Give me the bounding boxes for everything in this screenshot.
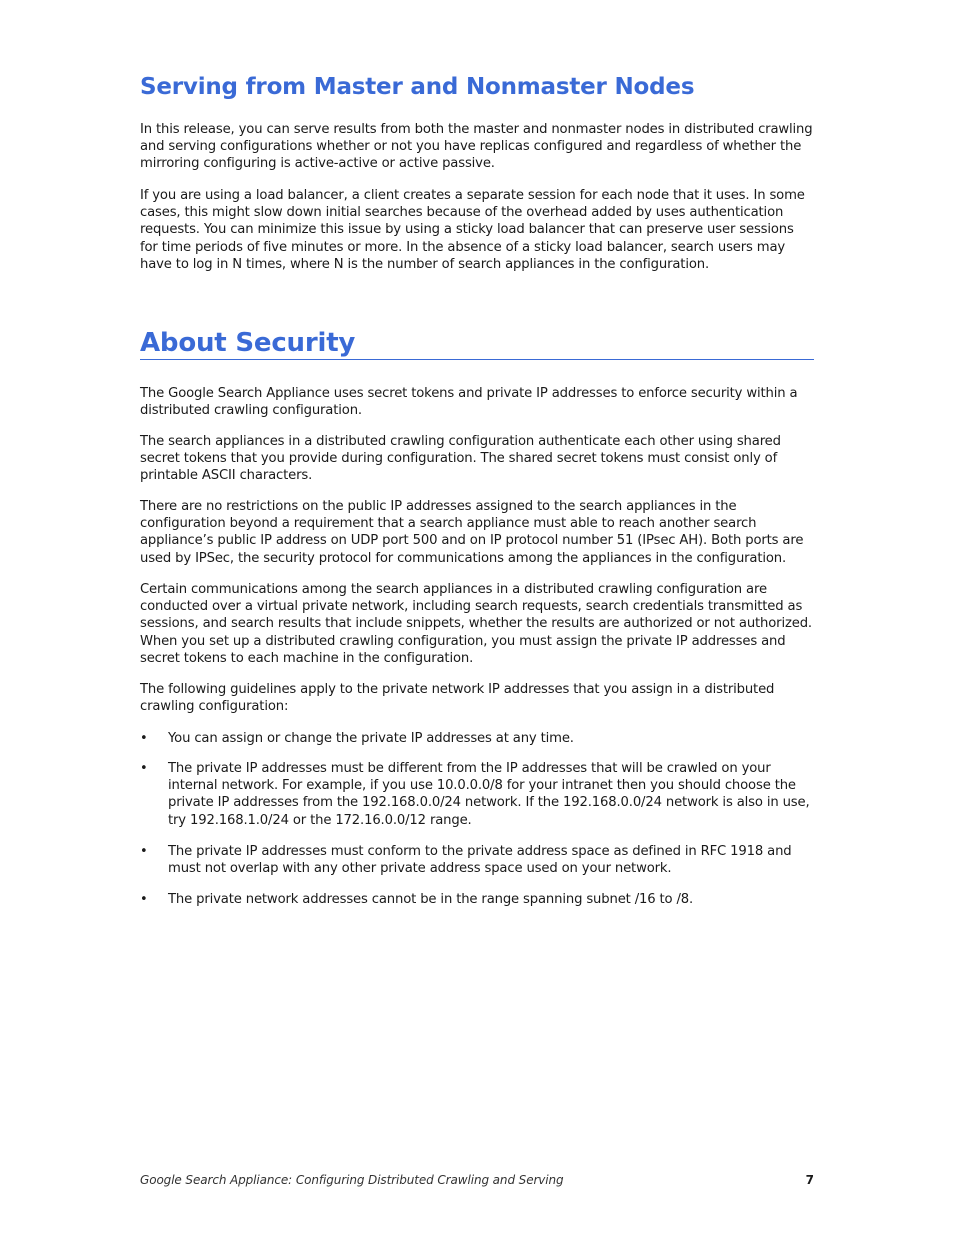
bullet-marker: •	[140, 731, 148, 746]
security-paragraph-1: The Google Search Appliance uses secret tokens and private IP addresses to enforce security within a distributed crawling configuration.	[140, 386, 798, 419]
footer-document-title: Google Search Appliance: Configuring Distributed Crawling and Serving	[140, 1173, 564, 1187]
security-paragraph-2: The search appliances in a distributed crawling configuration authenticate each other using shared secret tokens that you provide during configuration. The shared secret tokens must consist only of printable ASCII characters.	[140, 434, 781, 484]
bullet-marker: •	[140, 892, 148, 907]
bullet-marker: •	[140, 844, 148, 859]
security-paragraph-3: There are no restrictions on the public IP addresses assigned to the search appliances in the configuration beyond a requirement that a search appliance must able to reach another search appliance’s public IP address on UDP port 500 and on IP protocol number 51 (IPsec AH). Both ports are used by IPSec, the security protocol for communications among the appliances in the configuration.	[140, 499, 804, 566]
serving-heading: Serving from Master and Nonmaster Nodes	[140, 74, 695, 100]
security-paragraph-5: The following guidelines apply to the private network IP addresses that you assign in a distributed crawling configuration:	[140, 682, 775, 715]
page-footer	[140, 1173, 814, 1191]
serving-paragraph-1: In this release, you can serve results from both the master and nonmaster nodes in distributed crawling and serving configurations whether or not you have replicas configured and regardless of whether the mirroring configuring is active-active or active passive.	[140, 122, 813, 172]
bullet-marker: •	[140, 761, 148, 776]
serving-paragraph-2: If you are using a load balancer, a client creates a separate session for each node that it uses. In some cases, this might slow down initial searches because of the overhead added by uses authentication requests. You can minimize this issue by using a sticky load balancer that can preserve user sessions for time periods of five minutes or more. In the absence of a sticky load balancer, search users may have to log in N times, where N is the number of search appliances in the configuration.	[140, 188, 805, 272]
document-page: Serving from Master and Nonmaster Nodes In this release, you can serve results from both the master and nonmaster nodes in distributed crawling and serving configurations whether or not you have replicas configured and regardless of whether the mirroring configuring is active-active or active passive. If you are using a load balancer, a client creates a separate session for each node that it uses. In some cases, this might slow down initial searches because of the overhead added by uses authentication requests. You can minimize this issue by using a sticky load balancer that can preserve user sessions for time periods of five minutes or more. In the absence of a sticky load balancer, search users may have to log in N times, where N is the number of search appliances in the configuration. About Security The Google Search Appliance uses secret tokens and private IP addresses to enforce security within a distributed crawling configuration. The search appliances in a distributed crawling configuration authenticate each other using shared secret tokens that you provide during configuration. The shared secret tokens must consist only of printable ASCII characters. There are no restrictions on the public IP addresses assigned to the search appliances in the configuration beyond a requirement that a search appliance must able to reach another search appliance’s public IP address on UDP port 500 and on IP protocol number 51 (IPsec AH). Both ports are used by IPSec, the security protocol for communications among the appliances in the configuration. Certain communications among the search appliances in a distributed crawling configuration are conducted over a virtual private network, including search requests, search credentials transmitted as sessions, and search results that include snippets, whether the results are authorized or not authorized. When you set up a distributed crawling configuration, you must assign the private IP addresses and secret tokens to each machine in the configuration. The following guidelines apply to the private network IP addresses that you assign in a distributed crawling configuration: • You can assign or change the private IP addresses at any time. • The private IP addresses must be different from the IP addresses that will be crawled on your internal network. For example, if you use 10.0.0.0/8 for your intranet then you should choose the private IP addresses from the 192.168.0.0/24 network. If the 192.168.0.0/24 network is also in use, try 192.168.1.0/24 or the 172.16.0.0/12 range. • The private IP addresses must conform to the private address space as defined in RFC 1918 and must not overlap with any other private address space used on your network. • The private network addresses cannot be in the range spanning subnet /16 to /8. Google Search Appliance: Configuring Distributed Crawling and Serving 7	[140, 0, 814, 1235]
footer-page-number: 7	[805, 1173, 814, 1187]
security-paragraph-4: Certain communications among the search appliances in a distributed crawling configuration are conducted over a virtual private network, including search requests, search credentials transmitted as sessions, and search results that include snippets, whether the results are authorized or not authorized. When you set up a distributed crawling configuration, you must assign the private IP addresses and secret tokens to each machine in the configuration.	[140, 582, 812, 666]
security-heading: About Security	[140, 328, 814, 360]
